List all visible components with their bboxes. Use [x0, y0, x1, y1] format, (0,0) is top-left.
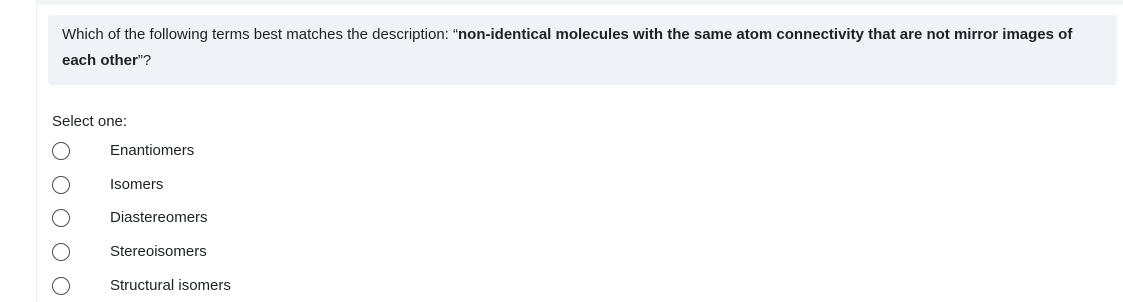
select-one-label: Select one: — [52, 113, 128, 130]
radio-button[interactable] — [52, 176, 70, 194]
option-label: Isomers — [110, 176, 164, 193]
radio-button[interactable] — [52, 277, 70, 295]
question-suffix: ”? — [137, 52, 152, 69]
option-label: Structural isomers — [110, 277, 231, 294]
question-highlight: non-identical molecules with the same atom connectivity that are not mirror images of each other — [62, 26, 1073, 69]
question-prefix: Which of the following terms best matches the description: “ — [62, 26, 459, 43]
option-diastereomers[interactable] — [52, 205, 452, 231]
radio-button[interactable] — [52, 243, 70, 261]
top-strip — [36, 0, 1123, 5]
radio-button[interactable] — [52, 209, 70, 227]
option-stereoisomers[interactable] — [52, 239, 452, 265]
option-structural-isomers[interactable] — [52, 273, 452, 299]
option-label: Stereoisomers — [110, 243, 207, 260]
option-isomers[interactable] — [52, 172, 452, 198]
option-label: Enantiomers — [110, 142, 195, 159]
left-gutter — [0, 0, 37, 302]
radio-button[interactable] — [52, 142, 70, 160]
question-text — [48, 15, 1117, 85]
option-label: Diastereomers — [110, 209, 208, 226]
option-enantiomers[interactable] — [52, 138, 452, 164]
